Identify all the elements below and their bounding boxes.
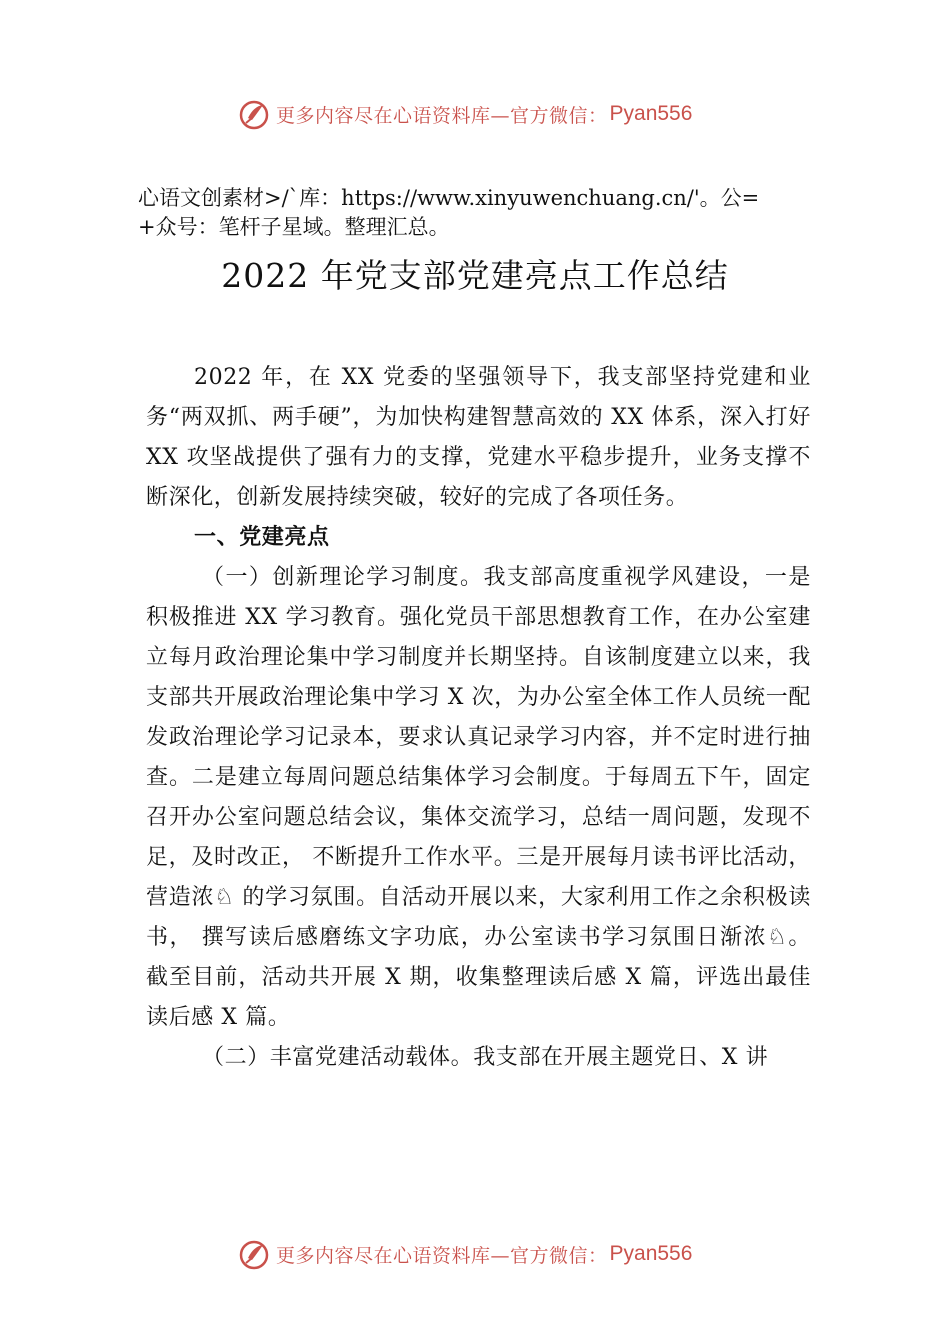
watermark-text: 更多内容尽在心语资料库—官方微信： xyxy=(276,1244,608,1267)
subsection-1-paragraph: （一）创新理论学习制度。我支部高度重视学风建设，一是积极推进 XX 学习教育。强化党员干部思想教育工作，在办公室建立每月政治理论集中学习制度并长期坚持。自该制度建立以来，我支部共开展政治理论集中学习 X 次，为办公室全体工作人员统一配发政治理论学习记录本，要求认真记录学习内容，并不定时进行抽查。二是建立每周问题总结集体学习会制度。于每周五下午，固定召开办公室问题总结会议，集体交流学习，总结一周问题，发现不足，及时改正， 不断提升工作水平。三是开展每月读书评比活动，营造浓♘ 的学习氛围。自活动开展以来，大家利用工作之余积极读书， 撰写读后感磨练文字功底，办公室读书学习氛围日渐浓♘。 截至目前，活动共开展 X 期，收集整理读后感 X 篇，评选出最佳读后感 X 篇。 xyxy=(146,565,811,1030)
section-heading: 一、党建亮点 xyxy=(194,525,330,550)
logo-icon xyxy=(236,96,272,132)
source-note-line-1: 心语文创素材>/`库：https://www.xinyuwenchuang.cn/'。公= xyxy=(138,186,760,210)
logo-icon xyxy=(236,1236,272,1272)
watermark-handle: Pyan556 xyxy=(609,102,693,125)
source-note xyxy=(138,184,838,242)
watermark-text: 更多内容尽在心语资料库—官方微信： xyxy=(276,104,608,127)
subsection-2-paragraph: （二）丰富党建活动载体。我支部在开展主题党日、X 讲 xyxy=(202,1045,769,1070)
watermark-header xyxy=(236,94,736,134)
watermark-footer xyxy=(236,1234,736,1274)
intro-paragraph: 2022 年，在 XX 党委的坚强领导下，我支部坚持党建和业务“两双抓、两手硬”，为加快构建智慧高效的 XX 体系，深入打好 XX 攻坚战提供了强有力的支撑，党建水平稳步提升，业务支撑不断深化，创新发展持续突破，较好的完成了各项任务。 xyxy=(146,365,811,510)
source-note-line-2: +众号：笔杆子星域。整理汇总。 xyxy=(138,215,450,239)
document-title: 2022 年党支部党建亮点工作总结 xyxy=(221,256,729,295)
watermark-handle: Pyan556 xyxy=(609,1242,693,1265)
document-body xyxy=(146,358,811,1078)
